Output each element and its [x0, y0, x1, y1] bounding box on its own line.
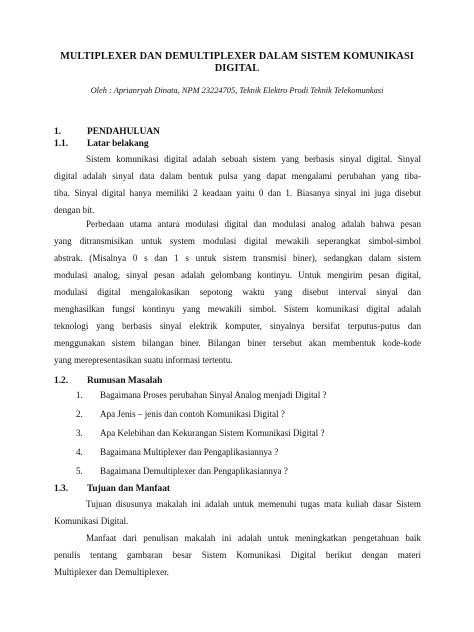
- title-line-2: DIGITAL: [214, 63, 260, 74]
- list-item-number: 5.: [76, 466, 83, 476]
- text-line: Manfaat dari penulisan makalah ini adalah untuk meningkatkan pengetahuan baik: [86, 533, 421, 543]
- list-item-number: 2.: [76, 409, 83, 419]
- list-item: [76, 424, 327, 443]
- text-line: dengan bit.: [54, 205, 95, 215]
- chapter-title: PENDAHULUAN: [87, 127, 160, 137]
- list-item-text: Apa Kelebihan dan Kekurangan Sistem Komunikasi Digital ?: [100, 428, 325, 438]
- section-number: 1.2.: [54, 376, 69, 386]
- text-line: Perbedaan utama antara modulasi digital dan modulasi analog adalah bahwa pesan: [86, 219, 421, 229]
- paragraph-latar-1: [54, 151, 421, 219]
- section-title: Tujuan dan Manfaat: [87, 484, 171, 494]
- paragraph-latar-2: [54, 216, 421, 369]
- text-line: menghasilkan fungsi kontinyu yang mewakili simbol. Sistem komunikasi digital adalah: [54, 304, 421, 314]
- section-number: 1.3.: [54, 484, 69, 494]
- text-line: yang ditransmisikan untuk system modulasi digital mewakili seperangkat simbol-simbol: [54, 236, 421, 246]
- list-item-number: 3.: [76, 428, 83, 438]
- paragraph-tujuan-2: [54, 530, 421, 581]
- text-line: Multiplexer dan Demultiplexer.: [54, 567, 169, 577]
- text-line: modulasi analog, sinyal pesan adalah gelombang kontinyu. Untuk mengirim pesan digital,: [54, 270, 421, 280]
- text-line: menggunakan sistem bilangan biner. Bilangan biner tersebut akan membentuk kode-kode: [54, 338, 421, 348]
- paragraph-tujuan-1: [54, 496, 421, 530]
- problem-list: [76, 386, 327, 481]
- section-title: Latar belakang: [87, 139, 149, 149]
- text-line: Sistem komunikasi digital adalah sebuah sistem yang berbasis sinyal digital. Sinyal: [86, 154, 421, 164]
- text-line: tiba. Sinyal digital hanya memiliki 2 keadaan yaitu 0 dan 1. Biasanya sinyal ini juga disebut: [54, 188, 421, 198]
- list-item: [76, 462, 327, 481]
- list-item-text: Bagaimana Proses perubahan Sinyal Analog menjadi Digital ?: [100, 390, 327, 400]
- text-line: penulis tentang gambaran besar Sistem Komunikasi Digital berikut dengan materi: [54, 550, 421, 560]
- text-line: teknologi yang berbasis sinyal elektrik komputer, sinyalnya bersifat terputus-putus dan: [54, 321, 421, 331]
- list-item: [76, 405, 327, 424]
- list-item-text: Bagaimana Demultiplexer dan Pengaplikasiannya ?: [100, 466, 288, 476]
- list-item-text: Apa Jenis – jenis dan contoh Komunikasi Digital ?: [100, 409, 285, 419]
- author-line: Oleh : Aprianryah Dinata, NPM 23224705, Teknik Elektro Prodi Teknik Telekomunkasi: [90, 86, 384, 95]
- text-line: Komunikasi Digital.: [54, 516, 129, 526]
- text-line: modulasi digital mengalokasikan sepotong waktu yang disebut interval sinyal dan: [54, 287, 421, 297]
- title-line-1: MULTIPLEXER DAN DEMULTIPLEXER DALAM SISTEM KOMUNIKASI: [60, 51, 414, 62]
- section-title: Rumusan Masalah: [87, 376, 163, 386]
- text-line: digital adalah sinyal data dalam bentuk pulsa yang dapat mengalami perubahan yang tiba-: [54, 171, 421, 181]
- list-item: [76, 443, 327, 462]
- document-title: [40, 51, 434, 75]
- list-item: [76, 386, 327, 405]
- text-line: abstrak. (Misalnya 0 s dan 1 s untuk sistem transmisi biner), sedangkan dalam sistem: [54, 253, 421, 263]
- text-line: Tujuan disusunya makalah ini adalah untuk memenuhi tugas mata kuliah dasar Sistem: [86, 499, 421, 509]
- section-number: 1.1.: [54, 139, 69, 149]
- list-item-text: Bagaimana Multiplexer dan Pengaplikasiannya ?: [100, 447, 279, 457]
- chapter-number: 1.: [54, 127, 62, 137]
- list-item-number: 1.: [76, 390, 83, 400]
- text-line: yang merepresentasikan suatu informasi tertentu.: [54, 355, 233, 365]
- list-item-number: 4.: [76, 447, 83, 457]
